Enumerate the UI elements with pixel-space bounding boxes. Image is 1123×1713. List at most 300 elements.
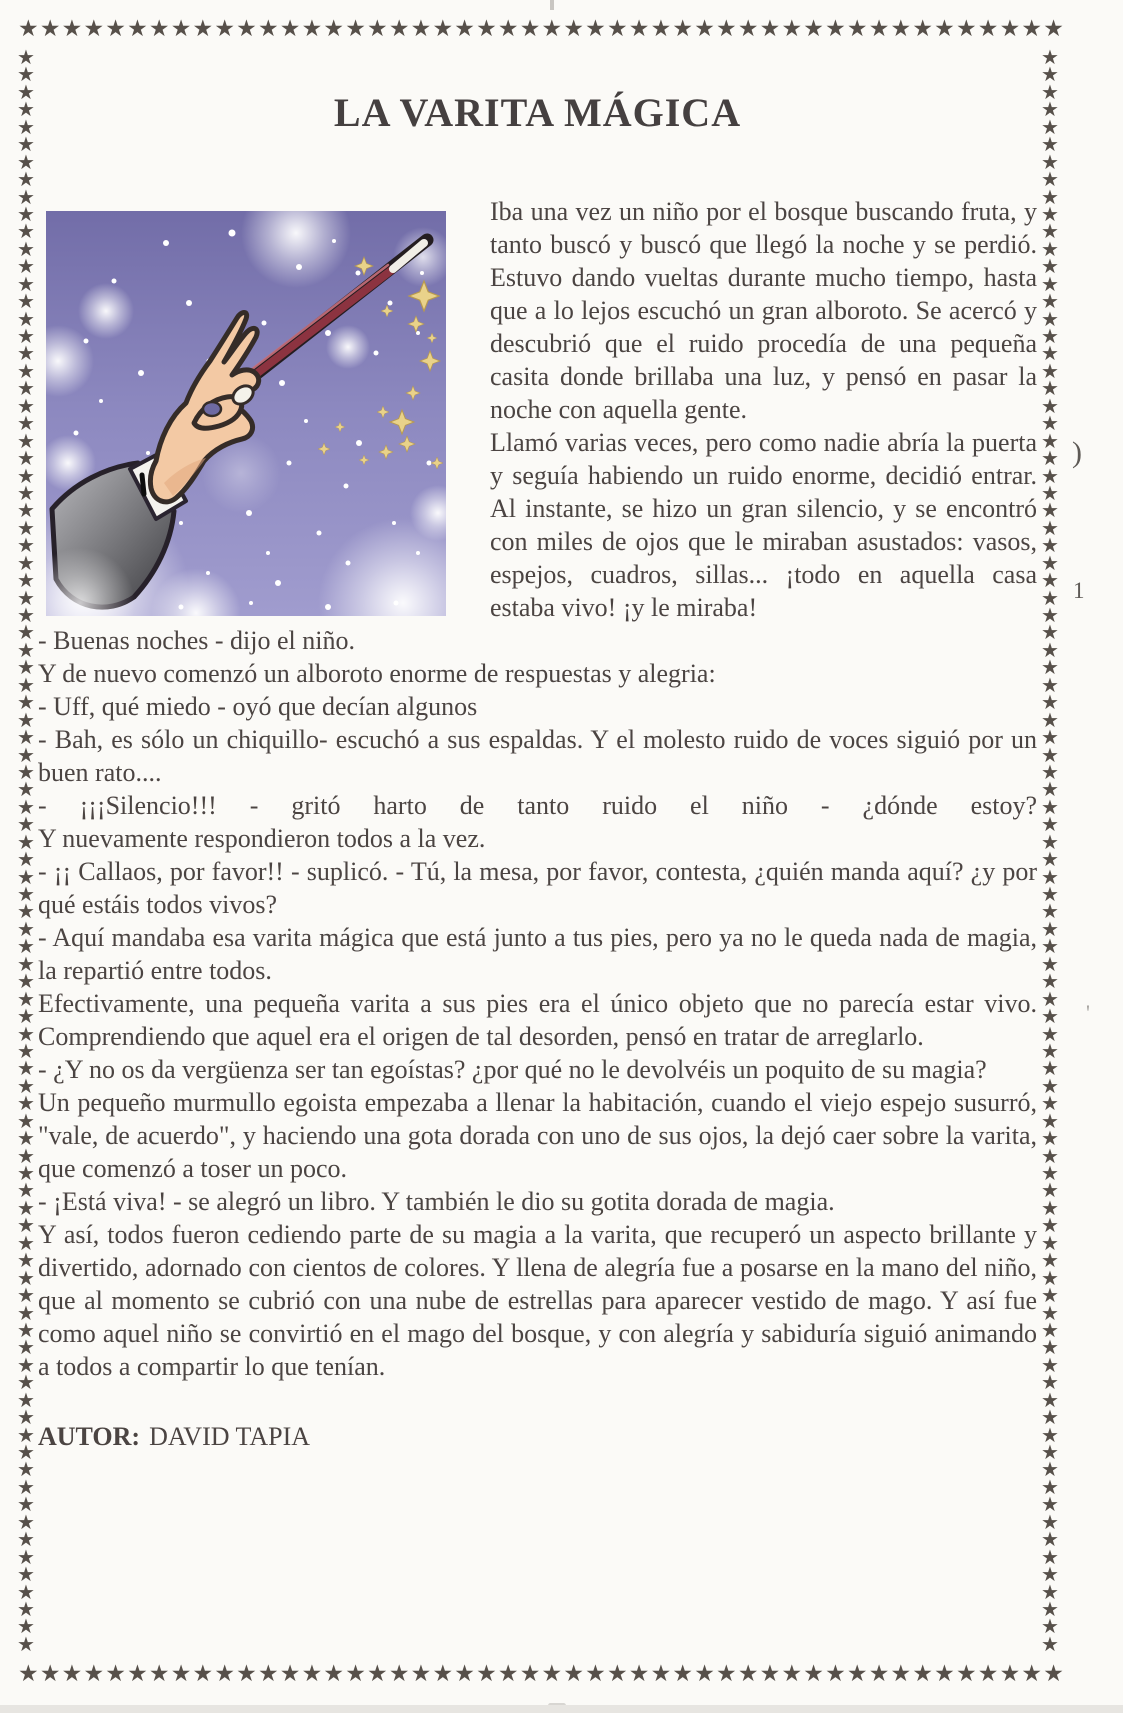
border-star-icon: ★ bbox=[1041, 238, 1059, 261]
story-text bbox=[38, 195, 1037, 1383]
border-star-icon: ★ bbox=[781, 16, 803, 41]
border-star-icon: ★ bbox=[410, 16, 432, 41]
border-star-icon: ★ bbox=[17, 1250, 35, 1273]
border-star-icon: ★ bbox=[17, 47, 35, 69]
border-star-icon: ★ bbox=[694, 16, 715, 41]
border-star-icon: ★ bbox=[17, 1459, 35, 1482]
border-star-icon: ★ bbox=[1041, 1040, 1059, 1063]
border-star-icon: ★ bbox=[585, 1661, 606, 1686]
border-star-icon: ★ bbox=[1041, 81, 1059, 104]
border-star-icon: ★ bbox=[1041, 1529, 1059, 1552]
border-star-icon: ★ bbox=[301, 16, 323, 41]
border-star-icon: ★ bbox=[1041, 1337, 1059, 1360]
border-star-icon: ★ bbox=[628, 1661, 650, 1686]
border-star-icon: ★ bbox=[1041, 1058, 1059, 1081]
author-line bbox=[38, 1420, 1037, 1453]
border-star-icon: ★ bbox=[236, 16, 257, 41]
wand-illustration bbox=[46, 211, 446, 616]
border-star-icon: ★ bbox=[17, 1006, 35, 1029]
border-star-icon: ★ bbox=[1041, 500, 1059, 523]
border-star-icon: ★ bbox=[1041, 866, 1059, 889]
border-star-icon: ★ bbox=[17, 727, 35, 750]
border-star-icon: ★ bbox=[105, 1661, 126, 1686]
border-star-icon: ★ bbox=[519, 1661, 541, 1686]
cuff-button bbox=[142, 475, 144, 494]
story-paragraph-5: - Uff, qué miedo - oyó que decían algunos bbox=[38, 692, 478, 721]
border-star-icon: ★ bbox=[410, 1661, 432, 1686]
border-star-icon: ★ bbox=[846, 1661, 868, 1686]
border-star-icon: ★ bbox=[1041, 343, 1059, 366]
border-star-icon: ★ bbox=[301, 1661, 323, 1686]
border-star-icon: ★ bbox=[1041, 64, 1059, 87]
border-star-icon: ★ bbox=[17, 1180, 35, 1203]
border-star-icon: ★ bbox=[606, 16, 628, 41]
border-star-icon: ★ bbox=[17, 953, 35, 976]
border-star-icon: ★ bbox=[17, 971, 35, 994]
pen-mark-apostrophe: ' bbox=[1086, 1000, 1090, 1025]
border-star-icon: ★ bbox=[17, 430, 35, 453]
border-star-icon: ★ bbox=[890, 16, 912, 41]
border-star-icon: ★ bbox=[1041, 448, 1059, 471]
story-paragraph-1: Iba una vez un niño por el bosque buscando fruta, y tanto buscó y buscó que llegó la noche y se perdió. Estuvo dando vueltas durante mucho tiempo, hasta que a lo lejos escuchó un gran alboroto. Se acercó y descubrió que el ruido procedía de una pequeña casita donde brillaba una luz, y pensó en pasar la noche con aquella gente. bbox=[490, 197, 1037, 424]
border-star-icon: ★ bbox=[17, 831, 35, 854]
star-border-right bbox=[1037, 47, 1063, 1656]
border-star-icon: ★ bbox=[955, 1661, 977, 1686]
border-star-icon: ★ bbox=[39, 16, 61, 41]
border-star-icon: ★ bbox=[17, 761, 35, 784]
border-star-icon: ★ bbox=[1041, 1424, 1059, 1447]
border-star-icon: ★ bbox=[650, 1661, 672, 1686]
border-star-icon: ★ bbox=[17, 709, 35, 732]
border-star-icon: ★ bbox=[1041, 1511, 1059, 1534]
border-star-icon: ★ bbox=[17, 622, 35, 645]
border-star-icon: ★ bbox=[17, 1267, 35, 1290]
border-star-icon: ★ bbox=[17, 1145, 35, 1168]
border-star-icon: ★ bbox=[17, 552, 35, 575]
border-star-icon: ★ bbox=[388, 1661, 410, 1686]
border-star-icon: ★ bbox=[83, 16, 105, 41]
border-star-icon: ★ bbox=[367, 16, 388, 41]
border-star-icon: ★ bbox=[17, 779, 35, 802]
border-star-icon: ★ bbox=[912, 16, 933, 41]
border-star-icon: ★ bbox=[1041, 936, 1059, 959]
author-label: AUTOR: bbox=[38, 1422, 141, 1451]
star-border-bottom bbox=[18, 1661, 1064, 1687]
border-star-icon: ★ bbox=[890, 1661, 912, 1686]
story-paragraph-12: - ¿Y no os da vergüenza ser tan egoístas? ¿por qué no le devolvéis un poquito de su magia? bbox=[38, 1055, 987, 1084]
border-star-icon: ★ bbox=[1041, 779, 1059, 802]
border-star-icon: ★ bbox=[1041, 169, 1059, 192]
border-star-icon: ★ bbox=[563, 16, 584, 41]
border-star-icon: ★ bbox=[1041, 1250, 1059, 1273]
border-star-icon: ★ bbox=[1021, 16, 1042, 41]
author-name: DAVID TAPIA bbox=[149, 1422, 311, 1451]
border-star-icon: ★ bbox=[17, 692, 35, 715]
border-star-icon: ★ bbox=[17, 587, 35, 610]
border-star-icon: ★ bbox=[17, 1476, 35, 1499]
border-star-icon: ★ bbox=[61, 16, 83, 41]
border-star-icon: ★ bbox=[934, 16, 955, 41]
border-star-icon: ★ bbox=[17, 744, 35, 767]
border-star-icon: ★ bbox=[17, 1372, 35, 1395]
border-star-icon: ★ bbox=[279, 1661, 301, 1686]
border-star-icon: ★ bbox=[39, 1661, 61, 1686]
border-star-icon: ★ bbox=[17, 1285, 35, 1308]
border-star-icon: ★ bbox=[17, 988, 35, 1011]
border-star-icon: ★ bbox=[1041, 1494, 1059, 1517]
border-star-icon: ★ bbox=[1041, 1075, 1059, 1098]
border-star-icon: ★ bbox=[17, 657, 35, 680]
border-star-icon: ★ bbox=[1041, 203, 1059, 226]
border-star-icon: ★ bbox=[323, 1661, 344, 1686]
border-star-icon: ★ bbox=[1041, 709, 1059, 732]
border-star-icon: ★ bbox=[1041, 901, 1059, 924]
border-star-icon: ★ bbox=[17, 1633, 35, 1656]
border-star-icon: ★ bbox=[17, 1319, 35, 1342]
border-star-icon: ★ bbox=[934, 1661, 955, 1686]
border-star-icon: ★ bbox=[17, 134, 35, 157]
border-star-icon: ★ bbox=[17, 849, 35, 872]
border-star-icon: ★ bbox=[367, 1661, 388, 1686]
border-star-icon: ★ bbox=[17, 517, 35, 540]
border-star-icon: ★ bbox=[17, 1093, 35, 1116]
border-star-icon: ★ bbox=[17, 1058, 35, 1081]
border-star-icon: ★ bbox=[17, 1354, 35, 1377]
border-star-icon: ★ bbox=[17, 99, 35, 122]
border-star-icon: ★ bbox=[17, 169, 35, 192]
border-star-icon: ★ bbox=[17, 1389, 35, 1412]
border-star-icon: ★ bbox=[1041, 971, 1059, 994]
border-star-icon: ★ bbox=[83, 1661, 105, 1686]
border-star-icon: ★ bbox=[17, 1128, 35, 1151]
story-paragraph-10: - Aquí mandaba esa varita mágica que está junto a tus pies, pero ya no le queda nada de magia, la repartió entre todos. bbox=[38, 923, 1037, 985]
wand-illustration-svg bbox=[46, 211, 446, 616]
border-star-icon: ★ bbox=[17, 221, 35, 244]
border-star-icon: ★ bbox=[999, 16, 1021, 41]
border-star-icon: ★ bbox=[476, 1661, 497, 1686]
border-star-icon: ★ bbox=[1041, 1215, 1059, 1238]
story-paragraph-9: - ¡¡ Callaos, por favor!! - suplicó. - Tú, la mesa, por favor, contesta, ¿quién manda aquí? ¿y por qué estáis todos vivos? bbox=[38, 857, 1037, 919]
border-star-icon: ★ bbox=[17, 1197, 35, 1220]
border-star-icon: ★ bbox=[1041, 1023, 1059, 1046]
border-star-icon: ★ bbox=[803, 1661, 824, 1686]
border-star-icon: ★ bbox=[868, 1661, 890, 1686]
border-star-icon: ★ bbox=[1041, 273, 1059, 296]
border-star-icon: ★ bbox=[214, 16, 235, 41]
border-star-icon: ★ bbox=[257, 16, 279, 41]
border-star-icon: ★ bbox=[1041, 1616, 1059, 1639]
border-star-icon: ★ bbox=[17, 796, 35, 819]
border-star-icon: ★ bbox=[17, 1598, 35, 1621]
border-star-icon: ★ bbox=[759, 16, 781, 41]
border-star-icon: ★ bbox=[1041, 535, 1059, 558]
border-star-icon: ★ bbox=[17, 639, 35, 662]
story-paragraph-6: - Bah, es sólo un chiquillo- escuchó a sus espaldas. Y el molesto ruido de voces siguió por un buen rato.... bbox=[38, 725, 1037, 787]
border-star-icon: ★ bbox=[17, 918, 35, 941]
border-star-icon: ★ bbox=[17, 1616, 35, 1639]
border-star-icon: ★ bbox=[1041, 326, 1059, 348]
border-star-icon: ★ bbox=[127, 16, 148, 41]
border-star-icon: ★ bbox=[1041, 1006, 1059, 1029]
scan-edge bbox=[0, 1705, 1123, 1713]
border-star-icon: ★ bbox=[17, 482, 35, 505]
border-star-icon: ★ bbox=[17, 81, 35, 104]
border-star-icon: ★ bbox=[912, 1661, 933, 1686]
border-star-icon: ★ bbox=[606, 1661, 628, 1686]
border-star-icon: ★ bbox=[1041, 517, 1059, 540]
border-star-icon: ★ bbox=[1041, 360, 1059, 383]
border-star-icon: ★ bbox=[18, 16, 39, 41]
border-star-icon: ★ bbox=[17, 500, 35, 523]
border-star-icon: ★ bbox=[1041, 622, 1059, 645]
border-star-icon: ★ bbox=[541, 16, 563, 41]
border-star-icon: ★ bbox=[1041, 47, 1059, 69]
border-star-icon: ★ bbox=[759, 1661, 781, 1686]
star-border-left bbox=[13, 47, 39, 1656]
border-star-icon: ★ bbox=[17, 1232, 35, 1255]
border-star-icon: ★ bbox=[1041, 639, 1059, 662]
border-star-icon: ★ bbox=[17, 866, 35, 889]
border-star-icon: ★ bbox=[868, 16, 890, 41]
border-star-icon: ★ bbox=[1041, 727, 1059, 750]
story-paragraph-3: - Buenas noches - dijo el niño. bbox=[38, 626, 355, 655]
border-star-icon: ★ bbox=[694, 1661, 715, 1686]
border-star-icon: ★ bbox=[61, 1661, 83, 1686]
border-star-icon: ★ bbox=[1041, 1476, 1059, 1499]
border-star-icon: ★ bbox=[192, 1661, 214, 1686]
story-paragraph-7: - ¡¡¡Silencio!!! - gritó harto de tanto ruido el niño - ¿dónde estoy? bbox=[38, 791, 1037, 820]
border-star-icon: ★ bbox=[18, 1661, 39, 1686]
border-star-icon: ★ bbox=[17, 1075, 35, 1098]
border-star-icon: ★ bbox=[1041, 1145, 1059, 1168]
border-star-icon: ★ bbox=[1041, 1598, 1059, 1621]
border-star-icon: ★ bbox=[1041, 1372, 1059, 1395]
border-star-icon: ★ bbox=[825, 1661, 846, 1686]
story-paragraph-15: Y así, todos fueron cediendo parte de su magia a la varita, que recuperó un aspecto brillante y divertido, adornado con cientos de colores. Y llena de alegría fue a posarse en la mano del niño, que al momento se cubrió con una nube de estrellas para aparecer vestido de mago. Y así fue como aquel niño se convirtió en el mago del bosque, y con alegría y sabiduría siguió animando a todos a compartir lo que tenían. bbox=[38, 1220, 1037, 1381]
border-star-icon: ★ bbox=[1041, 657, 1059, 680]
border-star-icon: ★ bbox=[585, 16, 606, 41]
border-star-icon: ★ bbox=[846, 16, 868, 41]
border-star-icon: ★ bbox=[432, 1661, 454, 1686]
border-star-icon: ★ bbox=[17, 1494, 35, 1517]
border-star-icon: ★ bbox=[650, 16, 672, 41]
border-star-icon: ★ bbox=[17, 1337, 35, 1360]
border-star-icon: ★ bbox=[1041, 378, 1059, 401]
border-star-icon: ★ bbox=[17, 186, 35, 209]
border-star-icon: ★ bbox=[17, 238, 35, 261]
border-star-icon: ★ bbox=[170, 16, 192, 41]
border-star-icon: ★ bbox=[672, 16, 693, 41]
border-star-icon: ★ bbox=[17, 273, 35, 296]
border-star-icon: ★ bbox=[1043, 1661, 1064, 1686]
border-star-icon: ★ bbox=[192, 16, 214, 41]
border-star-icon: ★ bbox=[1041, 1354, 1059, 1377]
border-star-icon: ★ bbox=[1041, 674, 1059, 697]
border-star-icon: ★ bbox=[279, 16, 301, 41]
border-star-icon: ★ bbox=[1041, 849, 1059, 872]
story-paragraph-8: Y nuevamente respondieron todos a la vez. bbox=[38, 824, 486, 853]
border-star-icon: ★ bbox=[17, 814, 35, 837]
border-star-icon: ★ bbox=[17, 1442, 35, 1464]
border-star-icon: ★ bbox=[17, 1511, 35, 1534]
border-star-icon: ★ bbox=[1041, 151, 1059, 174]
border-star-icon: ★ bbox=[17, 570, 35, 593]
border-star-icon: ★ bbox=[17, 1110, 35, 1133]
border-star-icon: ★ bbox=[1041, 413, 1059, 436]
border-star-icon: ★ bbox=[781, 1661, 803, 1686]
border-star-icon: ★ bbox=[1041, 831, 1059, 854]
border-star-icon: ★ bbox=[977, 16, 999, 41]
border-star-icon: ★ bbox=[955, 16, 977, 41]
border-star-icon: ★ bbox=[1041, 1232, 1059, 1255]
border-star-icon: ★ bbox=[737, 16, 759, 41]
border-star-icon: ★ bbox=[17, 1163, 35, 1185]
border-star-icon: ★ bbox=[17, 203, 35, 226]
border-star-icon: ★ bbox=[1041, 814, 1059, 837]
border-star-icon: ★ bbox=[17, 936, 35, 959]
border-star-icon: ★ bbox=[17, 151, 35, 174]
border-star-icon: ★ bbox=[1041, 99, 1059, 122]
border-star-icon: ★ bbox=[1041, 605, 1059, 627]
border-star-icon: ★ bbox=[1041, 1128, 1059, 1151]
border-star-icon: ★ bbox=[17, 378, 35, 401]
border-star-icon: ★ bbox=[476, 16, 497, 41]
border-star-icon: ★ bbox=[1041, 1546, 1059, 1569]
border-star-icon: ★ bbox=[1041, 1564, 1059, 1587]
border-star-icon: ★ bbox=[1041, 570, 1059, 593]
border-star-icon: ★ bbox=[1041, 430, 1059, 453]
border-star-icon: ★ bbox=[1041, 1319, 1059, 1342]
border-star-icon: ★ bbox=[17, 1040, 35, 1063]
border-star-icon: ★ bbox=[1041, 1110, 1059, 1133]
border-star-icon: ★ bbox=[345, 16, 366, 41]
border-star-icon: ★ bbox=[1041, 291, 1059, 314]
border-star-icon: ★ bbox=[803, 16, 824, 41]
border-star-icon: ★ bbox=[1041, 953, 1059, 976]
border-star-icon: ★ bbox=[628, 16, 650, 41]
border-star-icon: ★ bbox=[999, 1661, 1021, 1686]
border-star-icon: ★ bbox=[17, 1023, 35, 1046]
border-star-icon: ★ bbox=[17, 1424, 35, 1447]
border-star-icon: ★ bbox=[17, 1302, 35, 1325]
border-star-icon: ★ bbox=[17, 535, 35, 558]
border-star-icon: ★ bbox=[1041, 308, 1059, 331]
border-star-icon: ★ bbox=[1041, 918, 1059, 941]
border-star-icon: ★ bbox=[17, 413, 35, 436]
border-star-icon: ★ bbox=[345, 1661, 366, 1686]
border-star-icon: ★ bbox=[1041, 884, 1059, 906]
border-star-icon: ★ bbox=[1041, 1389, 1059, 1412]
border-star-icon: ★ bbox=[148, 1661, 170, 1686]
pen-mark-parenthesis: ) bbox=[1072, 436, 1082, 469]
border-star-icon: ★ bbox=[1043, 16, 1064, 41]
border-star-icon: ★ bbox=[1041, 692, 1059, 715]
border-star-icon: ★ bbox=[825, 16, 846, 41]
border-star-icon: ★ bbox=[17, 448, 35, 471]
border-star-icon: ★ bbox=[17, 343, 35, 366]
border-star-icon: ★ bbox=[17, 64, 35, 87]
pen-mark-one: 1 bbox=[1073, 578, 1085, 603]
border-star-icon: ★ bbox=[127, 1661, 148, 1686]
border-star-icon: ★ bbox=[1041, 744, 1059, 767]
border-star-icon: ★ bbox=[17, 465, 35, 488]
border-star-icon: ★ bbox=[541, 1661, 563, 1686]
border-star-icon: ★ bbox=[17, 1215, 35, 1238]
border-star-icon: ★ bbox=[672, 1661, 693, 1686]
border-star-icon: ★ bbox=[17, 884, 35, 906]
border-star-icon: ★ bbox=[1041, 186, 1059, 209]
border-star-icon: ★ bbox=[1041, 221, 1059, 244]
border-star-icon: ★ bbox=[17, 256, 35, 279]
border-star-icon: ★ bbox=[1041, 1302, 1059, 1325]
border-star-icon: ★ bbox=[1041, 552, 1059, 575]
border-star-icon: ★ bbox=[1041, 1267, 1059, 1290]
border-star-icon: ★ bbox=[17, 395, 35, 418]
border-star-icon: ★ bbox=[1041, 1197, 1059, 1220]
border-star-icon: ★ bbox=[1041, 256, 1059, 279]
border-star-icon: ★ bbox=[1041, 465, 1059, 488]
border-star-icon: ★ bbox=[170, 1661, 192, 1686]
border-star-icon: ★ bbox=[1021, 1661, 1042, 1686]
border-star-icon: ★ bbox=[1041, 988, 1059, 1011]
border-star-icon: ★ bbox=[1041, 482, 1059, 505]
page-content bbox=[38, 0, 1037, 1453]
border-star-icon: ★ bbox=[1041, 1180, 1059, 1203]
story-paragraph-14: - ¡Está viva! - se alegró un libro. Y también le dio su gotita dorada de magia. bbox=[38, 1187, 835, 1216]
border-star-icon: ★ bbox=[563, 1661, 584, 1686]
border-star-icon: ★ bbox=[17, 116, 35, 139]
border-star-icon: ★ bbox=[148, 16, 170, 41]
border-star-icon: ★ bbox=[497, 16, 519, 41]
border-star-icon: ★ bbox=[1041, 1459, 1059, 1482]
border-star-icon: ★ bbox=[1041, 587, 1059, 610]
border-star-icon: ★ bbox=[17, 1581, 35, 1604]
border-star-icon: ★ bbox=[17, 1529, 35, 1552]
border-star-icon: ★ bbox=[454, 1661, 475, 1686]
border-star-icon: ★ bbox=[17, 1564, 35, 1587]
border-star-icon: ★ bbox=[1041, 116, 1059, 139]
border-star-icon: ★ bbox=[716, 16, 737, 41]
border-star-icon: ★ bbox=[1041, 796, 1059, 819]
border-star-icon: ★ bbox=[17, 1407, 35, 1430]
border-star-icon: ★ bbox=[1041, 1093, 1059, 1116]
border-star-icon: ★ bbox=[1041, 1581, 1059, 1604]
border-star-icon: ★ bbox=[388, 16, 410, 41]
border-star-icon: ★ bbox=[1041, 1285, 1059, 1308]
border-star-icon: ★ bbox=[214, 1661, 235, 1686]
border-star-icon: ★ bbox=[454, 16, 475, 41]
story-paragraph-2: Llamó varias veces, pero como nadie abría la puerta y seguía habiendo un ruido enorme, decidió entrar. Al instante, se hizo un gran silencio, y se encontró con miles de ojos que le miraban asustados: vasos, espejos, cuadros, sillas... ¡todo en aquella casa estaba vivo! ¡y le miraba! bbox=[490, 428, 1037, 622]
border-star-icon: ★ bbox=[519, 16, 541, 41]
border-star-icon: ★ bbox=[17, 291, 35, 314]
border-star-icon: ★ bbox=[497, 1661, 519, 1686]
border-star-icon: ★ bbox=[17, 1546, 35, 1569]
border-star-icon: ★ bbox=[977, 1661, 999, 1686]
story-paragraph-13: Un pequeño murmullo egoista empezaba a llenar la habitación, cuando el viejo espejo susurró, "vale, de acuerdo", y haciendo una gota dorada con uno de sus ojos, la dejó caer sobre la varita, que comenzó a toser un poco. bbox=[38, 1088, 1037, 1183]
border-star-icon: ★ bbox=[1041, 1633, 1059, 1656]
border-star-icon: ★ bbox=[1041, 1442, 1059, 1464]
story-paragraph-4: Y de nuevo comenzó un alboroto enorme de respuestas y alegria: bbox=[38, 659, 716, 688]
border-star-icon: ★ bbox=[105, 16, 126, 41]
border-star-icon: ★ bbox=[737, 1661, 759, 1686]
border-star-icon: ★ bbox=[257, 1661, 279, 1686]
border-star-icon: ★ bbox=[323, 16, 344, 41]
border-star-icon: ★ bbox=[1041, 134, 1059, 157]
border-star-icon: ★ bbox=[432, 16, 454, 41]
border-star-icon: ★ bbox=[17, 308, 35, 331]
border-star-icon: ★ bbox=[716, 1661, 737, 1686]
border-star-icon: ★ bbox=[1041, 761, 1059, 784]
